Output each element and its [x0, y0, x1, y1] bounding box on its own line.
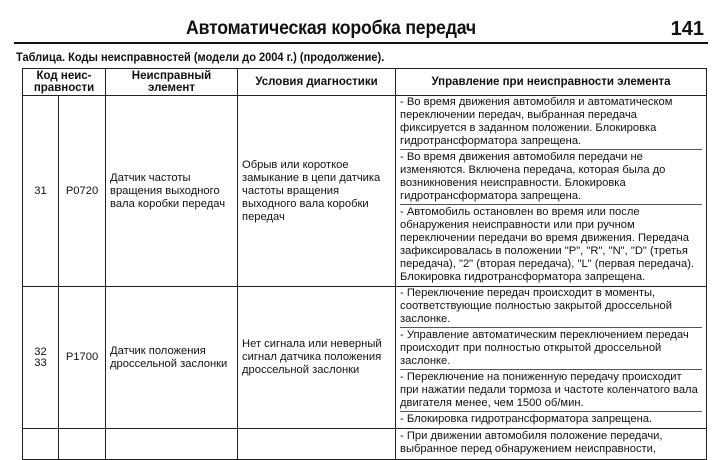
failsafe-actions: [396, 429, 707, 460]
failsafe-actions: [396, 96, 707, 287]
fault-codes-table: [22, 68, 707, 460]
diagnostic-condition: [238, 429, 396, 460]
column-header-element: Неисправный элемент: [106, 69, 238, 96]
action-item: - Во время движения автомобиля передачи не изменяются. Включена передача, которая была до возникновения неисправности. Блокировка гидротрансформатора запрещена.: [400, 151, 702, 205]
action-item: - Блокировка гидротрансформатора запрещена.: [400, 413, 653, 425]
diagnostic-condition: Обрыв или короткое замыкание в цепи датчика частоты вращения выходного вала коробки передач: [238, 96, 396, 287]
table-row: [23, 429, 707, 460]
faulty-element: [106, 429, 238, 460]
fault-number: [23, 96, 59, 287]
action-item: - Управление автоматическим переключением передач происходит при полностью открытой дроссельной заслонке.: [400, 329, 702, 370]
fault-number: [23, 429, 59, 460]
action-item: - Во время движения автомобиля и автоматическом переключении передач, выбранная передача фиксируется в заданном положении. Блокировка гидротрансформатора запрещена.: [400, 96, 702, 150]
obd-code: [59, 429, 106, 460]
fault-number-value: 31: [34, 184, 47, 197]
table-row: [23, 96, 707, 287]
action-item: - Автомобиль остановлен во время или после обнаружения неисправности или при ручном переключении передачи во время движения. Передача зафиксировалась в положении "P", "R", "N", "D" (третья передача), "2" (вторая передача), "L" (первая передача). Блокировка гидротрансформатора запрещена.: [400, 206, 695, 283]
page-header: [14, 12, 708, 44]
obd-code: P1700: [59, 287, 106, 429]
obd-code: P0720: [59, 96, 106, 287]
diagnostic-condition: Нет сигнала или неверный сигнал датчика положения дроссельной заслонки: [238, 287, 396, 429]
failsafe-actions: [396, 287, 707, 429]
column-header-code: Код неис-правности: [23, 69, 106, 96]
table-caption: Таблица. Коды неисправностей (модели до 2004 г.) (продолжение).: [16, 50, 385, 64]
fault-number: [23, 287, 59, 429]
table-row: [23, 287, 707, 429]
column-header-actions: Управление при неисправности элемента: [396, 69, 707, 96]
fault-number-value: 32: [34, 345, 47, 358]
faulty-element: Датчик положения дроссельной заслонки: [106, 287, 238, 429]
faulty-element: Датчик частоты вращения выходного вала коробки передач: [106, 96, 238, 287]
page-number: 141: [670, 18, 704, 40]
action-item: - Переключение передач происходит в моменты, соответствующие полностью закрытой дроссельной заслонке.: [400, 287, 702, 328]
table-header-row: [23, 69, 707, 96]
action-item: - Переключение на пониженную передачу происходит при нажатии педали тормоза и частоте коленчатого вала двигателя менее, чем 1500 об/мин.: [400, 371, 702, 412]
column-header-conditions: Условия диагностики: [238, 69, 396, 96]
action-item: - При движении автомобиля положение передачи, выбранное перед обнаружением неисправности,: [400, 430, 663, 455]
fault-number-value: 33: [34, 356, 47, 369]
page-title: Автоматическая коробка передач: [185, 18, 477, 39]
